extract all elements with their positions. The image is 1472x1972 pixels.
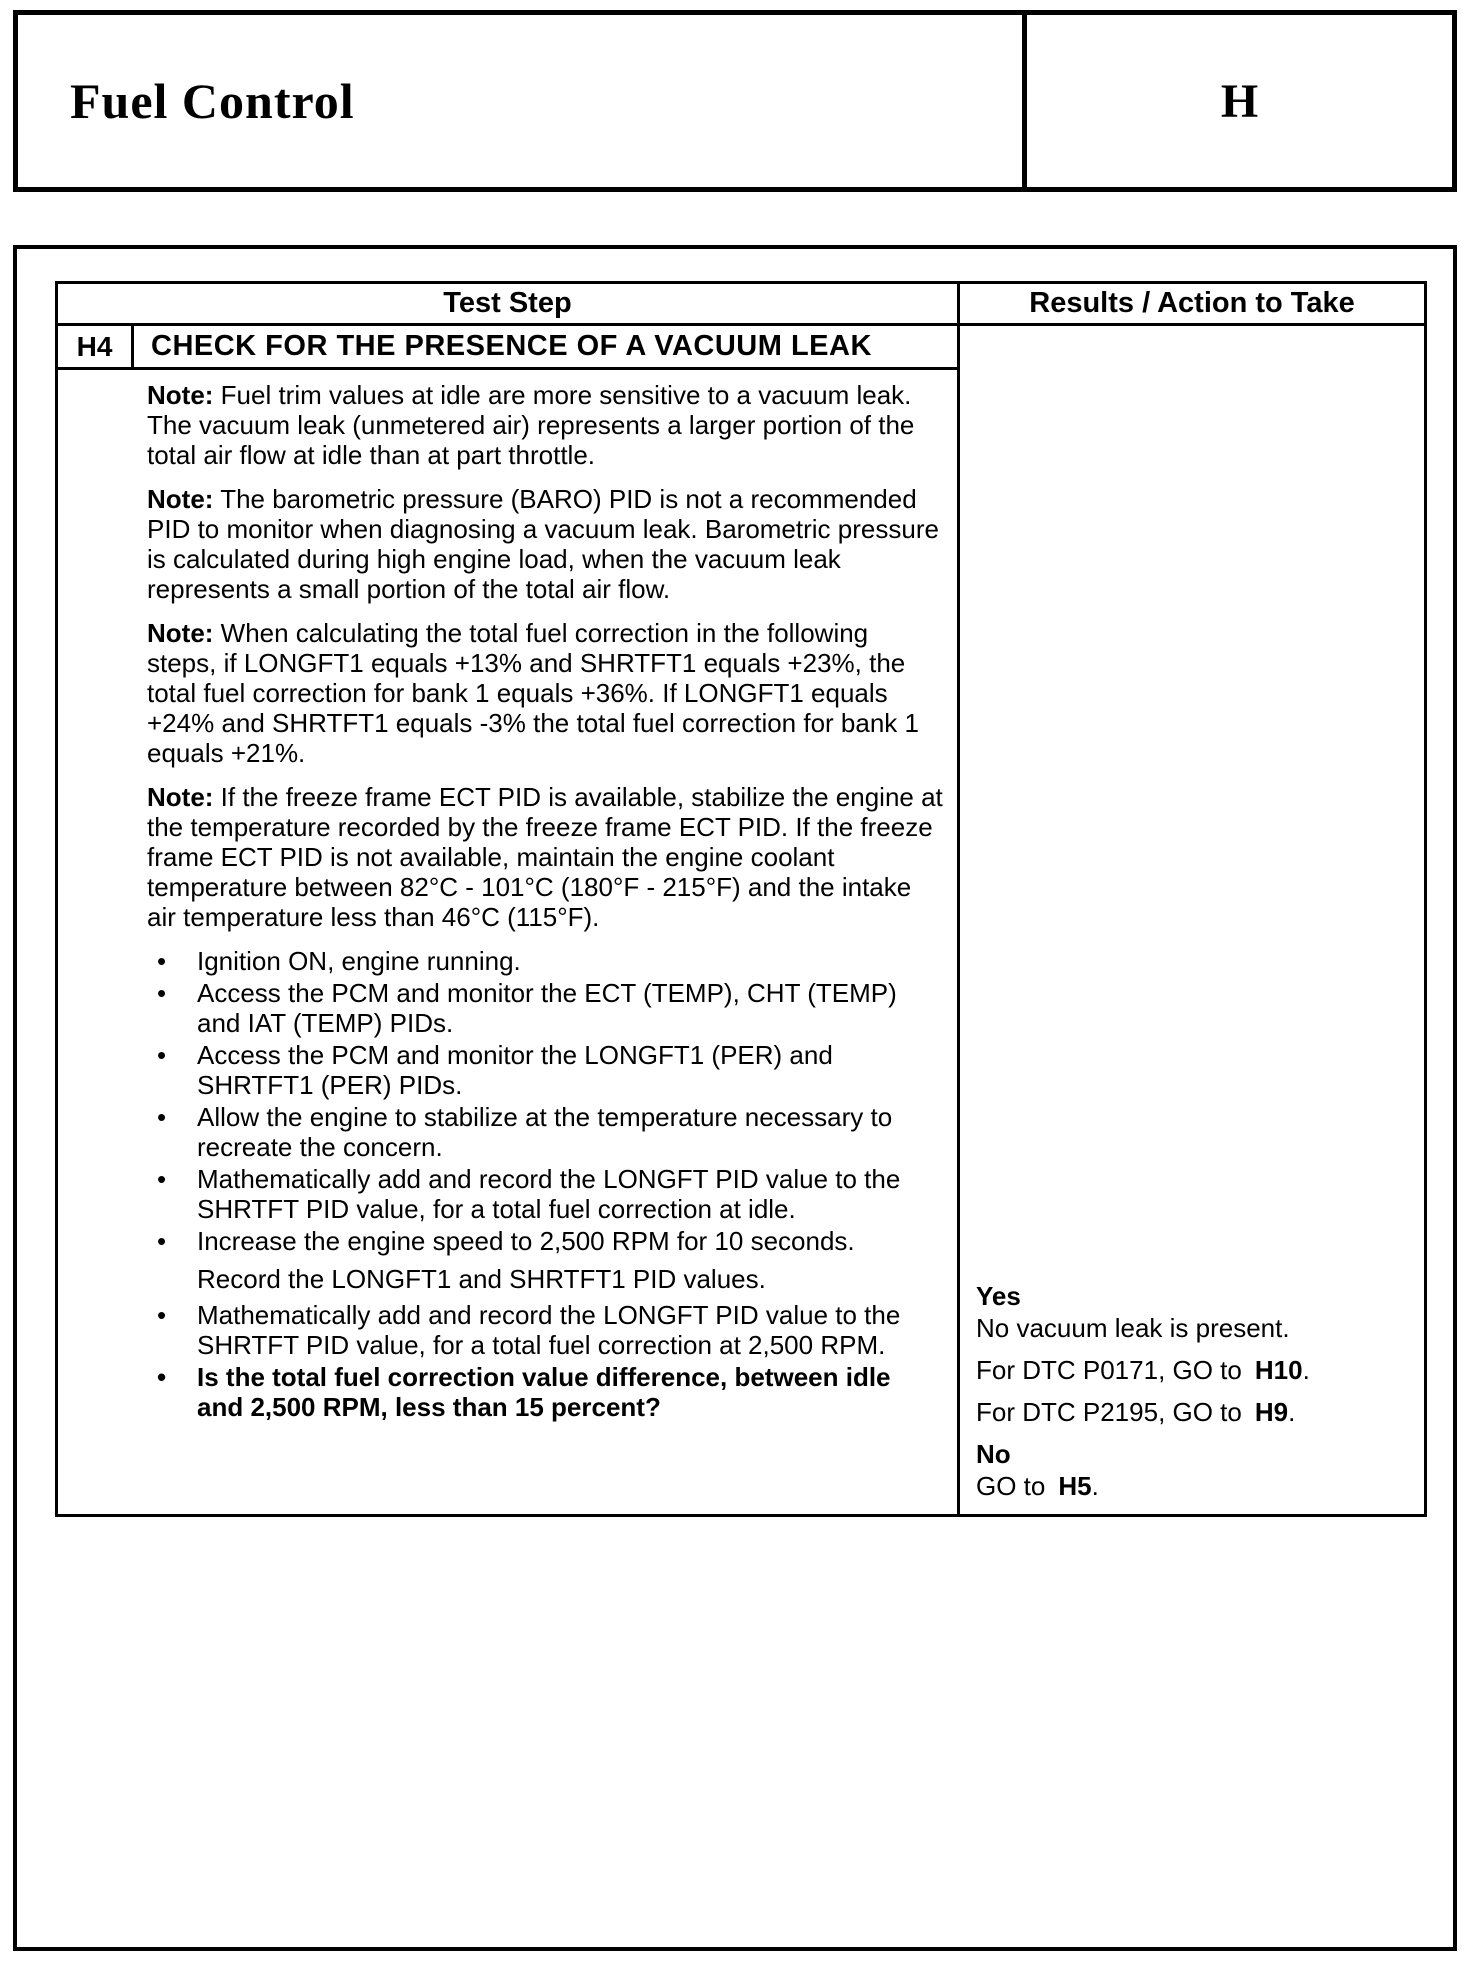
bullet-icon: • bbox=[157, 946, 167, 976]
note-paragraph bbox=[147, 782, 943, 932]
procedure-step bbox=[147, 1226, 943, 1256]
note-paragraph bbox=[147, 380, 943, 470]
procedure-step bbox=[147, 1102, 943, 1162]
result-no-target: H5 bbox=[1058, 1471, 1092, 1501]
bullet-icon: • bbox=[157, 1164, 167, 1194]
bullet-icon: • bbox=[157, 1040, 167, 1070]
procedure-step-text: Access the PCM and monitor the LONGFT1 (PER) and SHRTFT1 (PER) PIDs. bbox=[197, 1040, 833, 1100]
procedure-step bbox=[147, 1300, 943, 1360]
result-yes-text: No vacuum leak is present. bbox=[976, 1313, 1290, 1343]
procedure-step-text: Access the PCM and monitor the ECT (TEMP), CHT (TEMP) and IAT (TEMP) PIDs. bbox=[197, 978, 897, 1038]
results-cell bbox=[960, 326, 1424, 1514]
page-header-section-cell bbox=[1022, 15, 1452, 187]
bullet-icon: • bbox=[157, 1362, 167, 1392]
page-header bbox=[13, 10, 1457, 192]
procedure-step-text: Mathematically add and record the LONGFT PID value to the SHRTFT PID value, for a total fuel correction at idle. bbox=[197, 1164, 901, 1224]
result-action bbox=[976, 1396, 1416, 1428]
note-paragraph bbox=[147, 618, 943, 768]
procedure-step-text: Ignition ON, engine running. bbox=[197, 946, 521, 976]
test-step-table bbox=[55, 281, 1427, 1517]
step-title: CHECK FOR THE PRESENCE OF A VACUUM LEAK bbox=[151, 330, 872, 362]
procedure-step bbox=[147, 946, 943, 976]
result-action-suffix: . bbox=[1302, 1355, 1310, 1385]
bullet-icon: • bbox=[157, 1226, 167, 1256]
result-action-target: H9 bbox=[1254, 1397, 1289, 1427]
result-action-suffix: . bbox=[1288, 1397, 1296, 1427]
result-no-group bbox=[976, 1438, 1416, 1502]
procedure-step bbox=[147, 978, 943, 1038]
procedure-step-continuation: Record the LONGFT1 and SHRTFT1 PID values. bbox=[197, 1264, 766, 1294]
result-action bbox=[976, 1354, 1416, 1386]
test-step-column bbox=[58, 284, 960, 1514]
note-text: If the freeze frame ECT PID is available, stabilize the engine at the temperature recorded by the freeze frame ECT PID. If the freeze frame ECT PID is not available, maintain the engine coolant temperature between 82°C - 101°C (180°F - 215°F) and the intake air temperature less than 46°C (115°F). bbox=[147, 782, 943, 932]
section-letter: H bbox=[1220, 74, 1259, 128]
step-id: H4 bbox=[58, 326, 134, 367]
step-body bbox=[58, 370, 957, 1514]
procedure-question-text: Is the total fuel correction value difference, between idle and 2,500 RPM, less than 15 percent? bbox=[197, 1362, 891, 1422]
result-yes-group bbox=[976, 1280, 1416, 1344]
note-text: When calculating the total fuel correction in the following steps, if LONGFT1 equals +13% and SHRTFT1 equals +23%, the total fuel correction for bank 1 equals +36%. If LONGFT1 equals +24% and SHRTFT1 equals -3% the total fuel correction for bank 1 equals +21%. bbox=[147, 618, 919, 768]
results-column-header: Results / Action to Take bbox=[960, 284, 1424, 326]
note-label: Note: bbox=[147, 618, 214, 648]
page-header-left bbox=[18, 15, 1022, 187]
note-label: Note: bbox=[147, 484, 214, 514]
procedure-step bbox=[147, 1040, 943, 1100]
note-label: Note: bbox=[147, 380, 214, 410]
note-label: Note: bbox=[147, 782, 214, 812]
bullet-icon: • bbox=[157, 978, 167, 1008]
result-yes-label: Yes bbox=[976, 1281, 1021, 1311]
result-action-target: H10 bbox=[1254, 1355, 1303, 1385]
result-no-suffix: . bbox=[1091, 1471, 1099, 1501]
page-title: Fuel Control bbox=[70, 73, 355, 129]
bullet-icon: • bbox=[157, 1300, 167, 1330]
procedure-step-text: Increase the engine speed to 2,500 RPM for 10 seconds. bbox=[197, 1226, 855, 1256]
test-step-column-header: Test Step bbox=[58, 284, 957, 326]
bullet-icon: • bbox=[157, 1102, 167, 1132]
result-no-prefix: GO to bbox=[976, 1471, 1046, 1501]
note-paragraph bbox=[147, 484, 943, 604]
result-action-prefix: For DTC P2195, GO to bbox=[976, 1397, 1242, 1427]
procedure-step-text: Allow the engine to stabilize at the temperature necessary to recreate the concern. bbox=[197, 1102, 893, 1162]
procedure-step bbox=[147, 1164, 943, 1224]
content-frame bbox=[13, 245, 1457, 1951]
procedure-list bbox=[147, 946, 943, 1422]
note-text: The barometric pressure (BARO) PID is not a recommended PID to monitor when diagnosing a vacuum leak. Barometric pressure is calculated during high engine load, when the vacuum leak represents a small portion of the total air flow. bbox=[147, 484, 939, 604]
result-no-label: No bbox=[976, 1439, 1011, 1469]
result-no-action bbox=[976, 1470, 1416, 1502]
result-action-prefix: For DTC P0171, GO to bbox=[976, 1355, 1242, 1385]
results-column bbox=[960, 284, 1424, 1514]
step-title-row bbox=[58, 326, 957, 370]
procedure-step-question bbox=[147, 1362, 943, 1422]
procedure-step-text: Mathematically add and record the LONGFT PID value to the SHRTFT PID value, for a total fuel correction at 2,500 RPM. bbox=[197, 1300, 901, 1360]
note-text: Fuel trim values at idle are more sensitive to a vacuum leak. The vacuum leak (unmetered air) represents a larger portion of the total air flow at idle than at part throttle. bbox=[147, 380, 915, 470]
